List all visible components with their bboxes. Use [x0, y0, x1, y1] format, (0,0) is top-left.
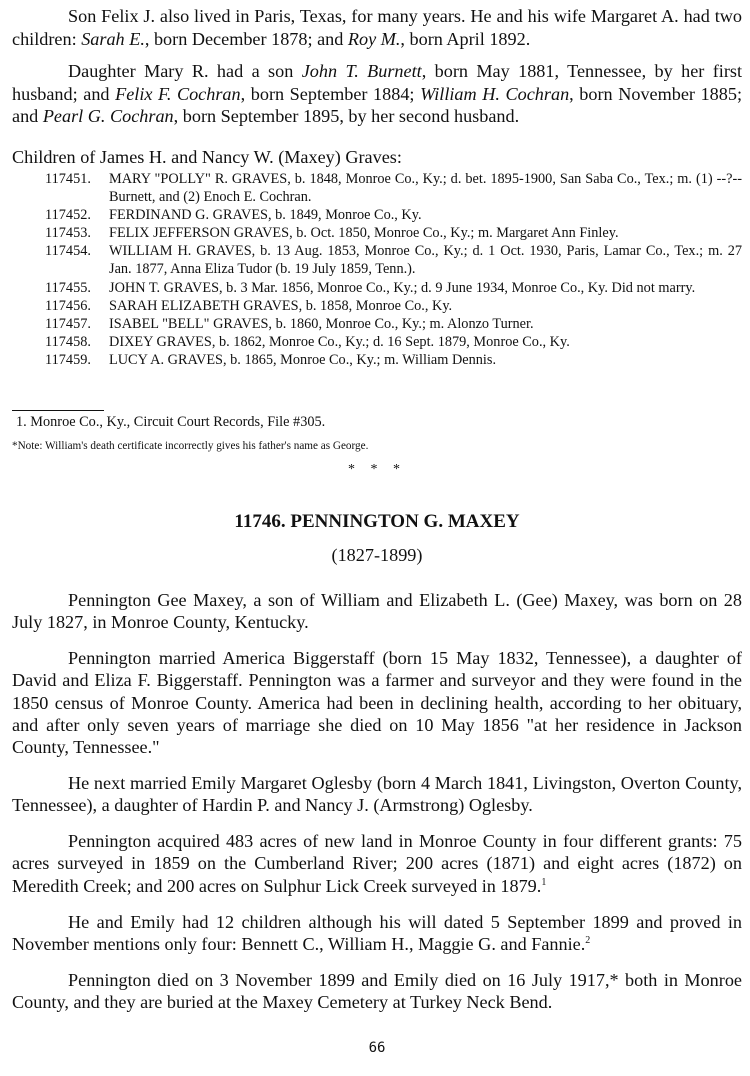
- child-number: 117458.: [45, 333, 91, 350]
- body-paragraph: [12, 830, 742, 897]
- text-run: Pennington married America Biggerstaff (born 15 May 1832, Tennessee), a daughter of David and Eliza F. Biggerstaff. Pennington was a farmer and surveyor and they were found in the 1850 census of Monroe County. America had been in declining health, according to her obituary, and after only seven years of marriage she died on 10 May 1856 "at her residence in Jackson County, Tennessee.": [12, 648, 742, 758]
- text-run: , born December 1878; and: [144, 28, 348, 49]
- child-entry: [45, 351, 742, 369]
- children-list: [45, 170, 742, 369]
- child-entry: [45, 170, 742, 206]
- child-number: 117452.: [45, 207, 91, 224]
- text-run: He next married Emily Margaret Oglesby (born 4 March 1841, Livingston, Overton County, Tennessee), a daughter of Hardin P. and Nancy J. (Armstrong) Oglesby.: [12, 773, 742, 816]
- italic-name: Felix F. Cochran: [115, 83, 241, 104]
- child-text: MARY "POLLY" R. GRAVES, b. 1848, Monroe Co., Ky.; d. bet. 1895-1900, San Saba Co., Tex.; m. (1) --?-- Burnett, and (2) Enoch E. Cochran.: [109, 171, 742, 206]
- body-paragraph: [12, 911, 742, 956]
- child-number: 117459.: [45, 351, 91, 368]
- child-number: 117451.: [45, 171, 91, 187]
- child-number: 117456.: [45, 297, 91, 314]
- text-run: Pennington died on 3 November 1899 and Emily died on 16 July 1917,* both in Monroe County, and they are buried at the Maxey Cemetery at Turkey Neck Bend.: [12, 969, 742, 1012]
- footnote-ref: 1: [541, 876, 547, 888]
- text-run: , born September 1884;: [240, 83, 421, 104]
- intro-paragraph-felix: [12, 5, 742, 50]
- child-entry: [45, 333, 742, 351]
- section-separator: * * *: [348, 462, 406, 477]
- child-text: JOHN T. GRAVES, b. 3 Mar. 1856, Monroe Co., Ky.; d. 9 June 1934, Monroe Co., Ky. Did not marry.: [109, 279, 696, 296]
- text-run: Pennington acquired 483 acres of new land in Monroe County in four different grants: 75 acres surveyed in 1859 on the Cumberland River; 200 acres (1871) and eight acres (1872) on Meredith Creek; and 200 acres on Sulphur Lick Creek surveyed in 1879.: [12, 831, 742, 896]
- child-entry: [45, 315, 742, 333]
- children-heading: Children of James H. and Nancy W. (Maxey) Graves:: [12, 147, 402, 167]
- footnote-1: 1. Monroe Co., Ky., Circuit Court Records, File #305.: [16, 414, 326, 430]
- text-run: , born April 1892.: [400, 28, 531, 49]
- child-entry: [45, 279, 742, 297]
- child-entry: [45, 242, 742, 278]
- text-run: Son Felix J. also lived in Paris, Texas, for many years. He and his wife Margaret A. had two children:: [12, 6, 742, 49]
- child-text: WILLIAM H. GRAVES, b. 13 Aug. 1853, Monroe Co., Ky.; d. 1 Oct. 1930, Paris, Lamar Co., Tex.; m. 27 Jan. 1877, Anna Eliza Tudor (b. 19 July 1859, Tenn.).: [109, 243, 742, 278]
- italic-name: Sarah E.: [81, 28, 145, 49]
- text-run: , born May 1881, Tennessee, by her first husband; and: [12, 61, 743, 104]
- italic-name: Roy M.: [347, 28, 401, 49]
- text-run: He and Emily had 12 children although his will dated 5 September 1899 and proved in November mentions only four: Bennett C., William H., Maggie G. and Fannie.: [12, 911, 742, 954]
- footnote-ref: 2: [585, 934, 591, 946]
- child-text: FERDINAND G. GRAVES, b. 1849, Monroe Co., Ky.: [109, 207, 422, 224]
- child-number: 117453.: [45, 225, 91, 242]
- page-number: 66: [368, 1040, 386, 1056]
- body-paragraph: [12, 969, 742, 1014]
- intro-paragraph-mary: [12, 60, 742, 128]
- child-entry: [45, 224, 742, 242]
- section-title: 11746. PENNINGTON G. MAXEY: [234, 511, 520, 532]
- footnote-note: *Note: William's death certificate incorrectly gives his father's name as George.: [12, 440, 369, 452]
- child-number: 117454.: [45, 243, 91, 260]
- body-paragraph: [12, 772, 742, 817]
- section-years: (1827-1899): [331, 545, 423, 565]
- italic-name: Pearl G. Cochran: [42, 106, 174, 126]
- text-run: Daughter Mary R. had a son: [68, 61, 302, 81]
- footnote-divider: [12, 410, 104, 411]
- italic-name: William H. Cochran: [420, 83, 570, 104]
- text-run: , born November 1885; and: [12, 83, 743, 126]
- child-number: 117457.: [45, 315, 91, 332]
- child-text: DIXEY GRAVES, b. 1862, Monroe Co., Ky.; d. 16 Sept. 1879, Monroe Co., Ky.: [109, 333, 570, 350]
- text-run: , born September 1895, by her second husband.: [173, 106, 520, 126]
- child-entry: [45, 206, 742, 224]
- italic-name: John T. Burnett: [301, 61, 422, 81]
- body-paragraph: [12, 647, 742, 758]
- text-run: Pennington Gee Maxey, a son of William and Elizabeth L. (Gee) Maxey, was born on 28 July 1827, in Monroe County, Kentucky.: [12, 590, 742, 633]
- child-text: SARAH ELIZABETH GRAVES, b. 1858, Monroe Co., Ky.: [109, 297, 453, 314]
- child-text: ISABEL "BELL" GRAVES, b. 1860, Monroe Co., Ky.; m. Alonzo Turner.: [109, 315, 534, 332]
- child-number: 117455.: [45, 279, 91, 296]
- section-body: [12, 589, 742, 1027]
- body-paragraph: [12, 589, 742, 634]
- child-text: FELIX JEFFERSON GRAVES, b. Oct. 1850, Monroe Co., Ky.; m. Margaret Ann Finley.: [109, 225, 619, 242]
- child-text: LUCY A. GRAVES, b. 1865, Monroe Co., Ky.; m. William Dennis.: [109, 351, 497, 368]
- child-entry: [45, 297, 742, 315]
